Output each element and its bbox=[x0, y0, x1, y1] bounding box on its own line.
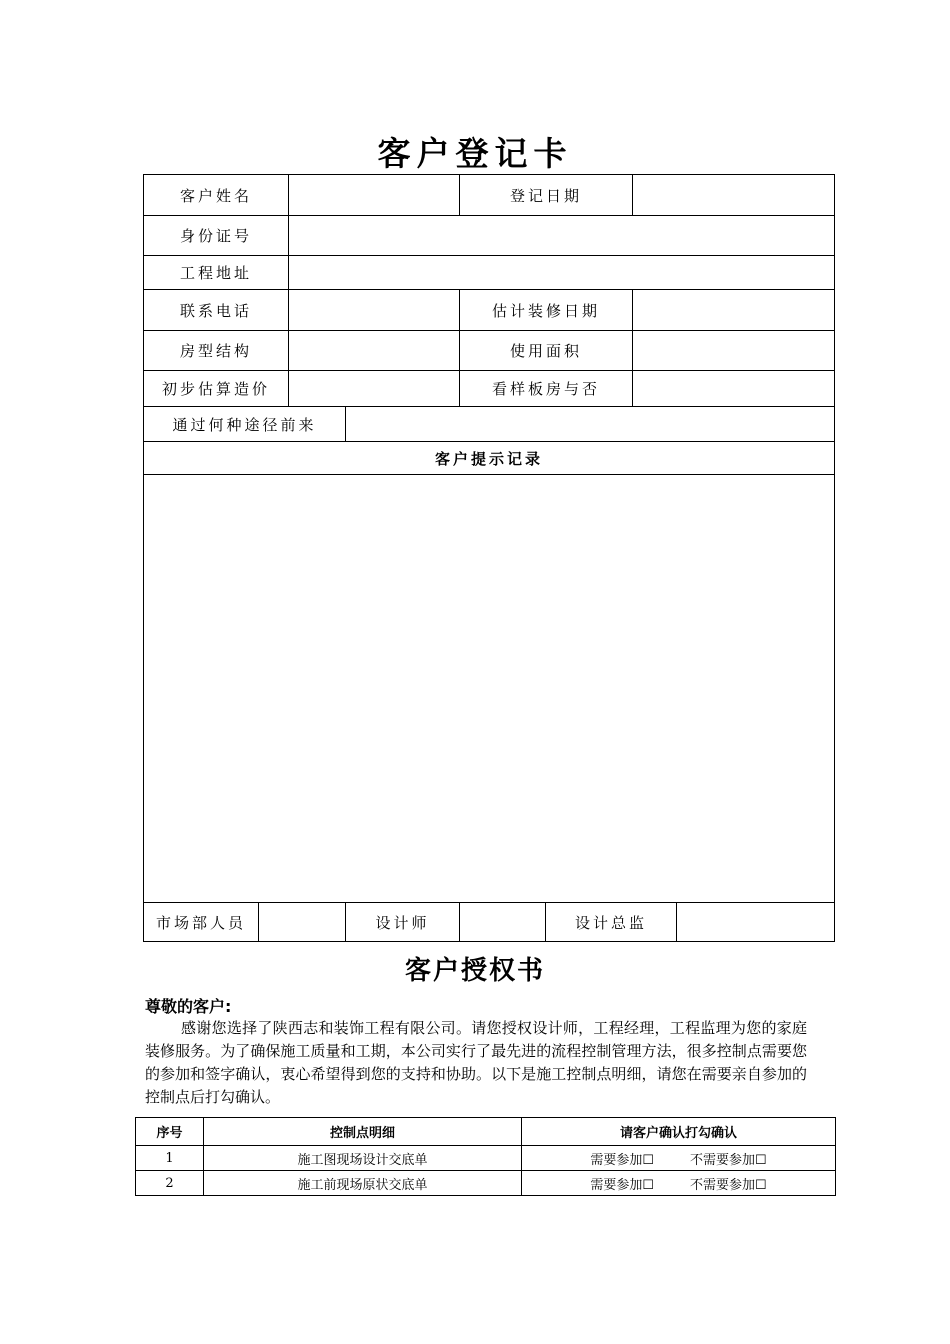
designer-label: 设计师 bbox=[346, 903, 460, 942]
id-number-label: 身份证号 bbox=[144, 216, 289, 256]
authorization-title: 客户授权书 bbox=[404, 956, 545, 986]
renovation-date-label: 估计装修日期 bbox=[460, 290, 633, 331]
usable-area-label: 使用面积 bbox=[460, 331, 633, 371]
sample-house-label: 看样板房与否 bbox=[460, 371, 633, 407]
need-attend-checkbox[interactable]: 需要参加☐ bbox=[590, 1177, 654, 1193]
col-header-control-point: 控制点明细 bbox=[204, 1118, 522, 1146]
table-row bbox=[136, 1146, 836, 1171]
estimate-cost-field[interactable] bbox=[289, 371, 460, 407]
source-channel-field[interactable] bbox=[346, 407, 835, 442]
renovation-date-field[interactable] bbox=[633, 290, 835, 331]
control-point-item: 施工图现场设计交底单 bbox=[204, 1146, 522, 1171]
designer-field[interactable] bbox=[460, 903, 546, 942]
authorization-body: 感谢您选择了陕西志和装饰工程有限公司。请您授权设计师，工程经理，工程监理为您的家庭装修服务。为了确保施工质量和工期，本公司实行了最先进的流程控制管理方法，很多控制点需要您的参加和签字确认，衷心希望得到您的支持和协助。以下是施工控制点明细，请您在需要亲自参加的控制点后打勾确认。 bbox=[145, 1019, 807, 1106]
salutation: 尊敬的客户: bbox=[145, 997, 232, 1016]
row-number: 1 bbox=[136, 1146, 204, 1171]
house-structure-label: 房型结构 bbox=[144, 331, 289, 371]
registration-table bbox=[143, 174, 835, 942]
usable-area-field[interactable] bbox=[633, 331, 835, 371]
customer-name-label: 客户姓名 bbox=[144, 175, 289, 216]
notes-area[interactable] bbox=[144, 475, 835, 903]
confirm-options bbox=[522, 1171, 836, 1196]
col-header-number: 序号 bbox=[136, 1118, 204, 1146]
estimate-cost-label: 初步估算造价 bbox=[144, 371, 289, 407]
marketing-staff-field[interactable] bbox=[259, 903, 346, 942]
project-address-field[interactable] bbox=[289, 256, 835, 290]
table-row bbox=[136, 1171, 836, 1196]
col-header-confirm: 请客户确认打勾确认 bbox=[522, 1118, 836, 1146]
sample-house-field[interactable] bbox=[633, 371, 835, 407]
phone-field[interactable] bbox=[289, 290, 460, 331]
registration-card-title: 客户登记卡 bbox=[377, 134, 573, 173]
chief-designer-field[interactable] bbox=[677, 903, 835, 942]
id-number-field[interactable] bbox=[289, 216, 835, 256]
customer-name-field[interactable] bbox=[289, 175, 460, 216]
chief-designer-label: 设计总监 bbox=[546, 903, 677, 942]
control-points-table bbox=[135, 1117, 836, 1196]
control-point-item: 施工前现场原状交底单 bbox=[204, 1171, 522, 1196]
notes-header: 客户提示记录 bbox=[144, 442, 835, 475]
marketing-staff-label: 市场部人员 bbox=[144, 903, 259, 942]
need-attend-checkbox[interactable]: 需要参加☐ bbox=[590, 1152, 654, 1168]
source-channel-label: 通过何种途径前来 bbox=[144, 407, 346, 442]
house-structure-field[interactable] bbox=[289, 331, 460, 371]
confirm-options bbox=[522, 1146, 836, 1171]
registration-date-label: 登记日期 bbox=[460, 175, 633, 216]
row-number: 2 bbox=[136, 1171, 204, 1196]
phone-label: 联系电话 bbox=[144, 290, 289, 331]
registration-date-field[interactable] bbox=[633, 175, 835, 216]
no-need-attend-checkbox[interactable]: 不需要参加☐ bbox=[690, 1152, 767, 1168]
project-address-label: 工程地址 bbox=[144, 256, 289, 290]
no-need-attend-checkbox[interactable]: 不需要参加☐ bbox=[690, 1177, 767, 1193]
